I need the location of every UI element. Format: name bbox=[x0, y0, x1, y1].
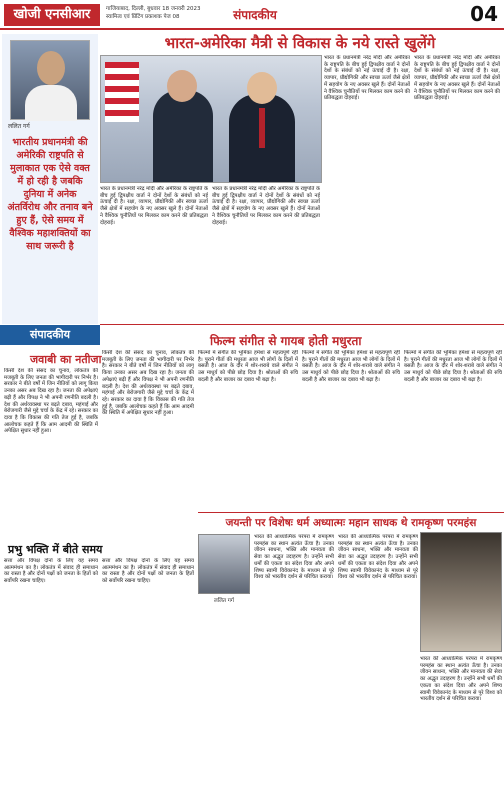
editorial-title: जवाबी का नतीजा bbox=[30, 353, 102, 366]
editorial-sub-body-col-1: सत्ता और विपक्ष दोनों के लिए यह समय आत्ममंथन का है। लोकतंत्र में संवाद ही समाधान का रास्ता है और दोनों पक्षों को जनता के हितों को सर्वोपरि रखना चाहिए। bbox=[4, 558, 98, 585]
editorial-body-col-2: किसी देश की संसद का चुनाव, लोकतंत्र की मजबूती के लिए जनता की भागीदारी पर निर्भर है। सरकार ने बीते वर्षों में जिन नीतियों को लागू किया उनका असर अब दिख रहा है। जनता की अपेक्षाएं बढ़ी हैं और विपक्ष ने भी अपनी रणनीति बदली है। देश की अर्थव्यवस्था पर बढ़ते दबाव, महंगाई और बेरोजगारी जैसे मुद्दे चर्चा के केंद्र में रहे। सरकार का दावा है कि विकास की गति तेज हुई है, जबकि आलोचक कहते हैं कि आम आदमी की स्थिति में अपेक्षित सुधार नहीं हुआ। bbox=[102, 350, 194, 417]
feature-body-col-3: भारत की आध्यात्मिक परंपरा में रामकृष्ण परमहंस का स्थान अत्यंत ऊँचा है। उनका जीवन साधना, भक्ति और मानवता की सेवा का अद्भुत उदाहरण है। उन्होंने सभी धर्मों की एकता का संदेश दिया और अपने शिष्य स्वामी विवेकानंद के माध्यम से पूरे विश्व को भारतीय दर्शन से परिचित कराया। bbox=[420, 656, 502, 703]
feature-title: जयन्ती पर विशेषः धर्म अध्यात्मः महान साधक थे रामकृष्ण परमहंस bbox=[225, 517, 477, 529]
divider bbox=[198, 512, 504, 513]
feature-author-name: ललित गर्ग bbox=[214, 598, 234, 604]
author-photo bbox=[10, 40, 90, 120]
date-line-2: स्वामित्व एवं प्रिंटिंग प्रकाशक पेज 08 bbox=[106, 14, 180, 20]
feature-body-col-1: भारत की आध्यात्मिक परंपरा में रामकृष्ण परमहंस का स्थान अत्यंत ऊँचा है। उनका जीवन साधना, भक्ति और मानवता की सेवा का अद्भुत उदाहरण है। उन्होंने सभी धर्मों की एकता का संदेश दिया और अपने शिष्य स्वामी विवेकानंद के माध्यम से पूरे विश्व को भारतीय दर्शन से परिचित कराया। bbox=[254, 534, 334, 581]
film-body-col-2: फिल्मों में संगीत की भूमिका हमेशा से महत्वपूर्ण रही है। पुराने गीतों की मधुरता आज भी लोगों के दिलों में बसती है। आज के दौर में शोर-शराबे वाले संगीत ने उस माधुर्य को पीछे छोड़ दिया है। श्रोताओं की रुचि बदली है और बाजार का दबाव भी बढ़ा है। bbox=[302, 350, 400, 383]
film-body-col-1: फिल्मों में संगीत की भूमिका हमेशा से महत्वपूर्ण रही है। पुराने गीतों की मधुरता आज भी लोगों के दिलों में बसती है। आज के दौर में शोर-शराबे वाले संगीत ने उस माधुर्य को पीछे छोड़ दिया है। श्रोताओं की रुचि बदली है और बाजार का दबाव भी बढ़ा है। bbox=[198, 350, 298, 383]
ramakrishna-photo bbox=[420, 532, 502, 652]
feature-body-col-2: भारत की आध्यात्मिक परंपरा में रामकृष्ण परमहंस का स्थान अत्यंत ऊँचा है। उनका जीवन साधना, भक्ति और मानवता की सेवा का अद्भुत उदाहरण है। उन्होंने सभी धर्मों की एकता का संदेश दिया और अपने शिष्य स्वामी विवेकानंद के माध्यम से पूरे विश्व को भारतीय दर्शन से परिचित कराया। bbox=[338, 534, 418, 581]
main-article-col-2: भारत के प्रधानमंत्री नरेंद्र मोदी और अमेरिका के राष्ट्रपति के बीच हुई द्विपक्षीय वार्ता ने दोनों देशों के संबंधों को नई ऊंचाई दी है। रक्षा, व्यापार, प्रौद्योगिकी और स्वच्छ ऊर्जा जैसे क्षेत्रों में सहयोग के नए अवसर खुले हैं। दोनों नेताओं ने वैश्विक चुनौतियों पर मिलकर काम करने की प्रतिबद्धता दोहराई। bbox=[212, 186, 320, 226]
masthead bbox=[0, 0, 504, 30]
page-number: 04 bbox=[470, 2, 498, 26]
main-article-col-4: भारत के प्रधानमंत्री नरेंद्र मोदी और अमेरिका के राष्ट्रपति के बीच हुई द्विपक्षीय वार्ता ने दोनों देशों के संबंधों को नई ऊंचाई दी है। रक्षा, व्यापार, प्रौद्योगिकी और स्वच्छ ऊर्जा जैसे क्षेत्रों में सहयोग के नए अवसर खुले हैं। दोनों नेताओं ने वैश्विक चुनौतियों पर मिलकर काम करने की प्रतिबद्धता दोहराई। bbox=[414, 55, 500, 102]
pull-quote: भारतीय प्रधानमंत्री की अमेरिकी राष्ट्रपति से मुलाकात एक ऐसे वक्त में हो रही है जबकि दुनिया में अनेक अंतर्विरोध और तनाव बने हुए हैं, ऐसे समय में वैश्विक महाशक्तियों का साथ जरूरी है bbox=[7, 137, 93, 252]
author-quote-box bbox=[2, 34, 98, 324]
date-line-1: गाजियाबाद, दिल्ली, बुधवार 18 जनवरी 2023 bbox=[106, 6, 201, 12]
editorial-subtitle: प्रभु भक्ति में बीते समय bbox=[8, 543, 103, 556]
feature-author-photo bbox=[198, 534, 250, 594]
editorial-sub-body-col-2: सत्ता और विपक्ष दोनों के लिए यह समय आत्ममंथन का है। लोकतंत्र में संवाद ही समाधान का रास्ता है और दोनों पक्षों को जनता के हितों को सर्वोपरि रखना चाहिए। bbox=[102, 558, 194, 585]
editorial-body-col-1: किसी देश की संसद का चुनाव, लोकतंत्र की मजबूती के लिए जनता की भागीदारी पर निर्भर है। सरकार ने बीते वर्षों में जिन नीतियों को लागू किया उनका असर अब दिख रहा है। जनता की अपेक्षाएं बढ़ी हैं और विपक्ष ने भी अपनी रणनीति बदली है। देश की अर्थव्यवस्था पर बढ़ते दबाव, महंगाई और बेरोजगारी जैसे मुद्दे चर्चा के केंद्र में रहे। सरकार का दावा है कि विकास की गति तेज हुई है, जबकि आलोचक कहते हैं कि आम आदमी की स्थिति में अपेक्षित सुधार नहीं हुआ। bbox=[4, 368, 98, 435]
film-body-col-3: फिल्मों में संगीत की भूमिका हमेशा से महत्वपूर्ण रही है। पुराने गीतों की मधुरता आज भी लोगों के दिलों में बसती है। आज के दौर में शोर-शराबे वाले संगीत ने उस माधुर्य को पीछे छोड़ दिया है। श्रोताओं की रुचि बदली है और बाजार का दबाव भी बढ़ा है। bbox=[404, 350, 502, 383]
editorial-banner: संपादकीय bbox=[0, 325, 100, 345]
divider bbox=[100, 324, 504, 325]
leaders-photo bbox=[100, 55, 322, 183]
author-caption: ललित गर्ग bbox=[8, 123, 30, 130]
main-headline: भारत-अमेरिका मैत्री से विकास के नये रास्ते खुलेंगे bbox=[164, 34, 436, 52]
brand-logo: खोजी एनसीआर bbox=[4, 4, 100, 26]
main-article-col-1: भारत के प्रधानमंत्री नरेंद्र मोदी और अमेरिका के राष्ट्रपति के बीच हुई द्विपक्षीय वार्ता ने दोनों देशों के संबंधों को नई ऊंचाई दी है। रक्षा, व्यापार, प्रौद्योगिकी और स्वच्छ ऊर्जा जैसे क्षेत्रों में सहयोग के नए अवसर खुले हैं। दोनों नेताओं ने वैश्विक चुनौतियों पर मिलकर काम करने की प्रतिबद्धता दोहराई। bbox=[100, 186, 208, 226]
film-title: फिल्म संगीत से गायब होती मधुरता bbox=[210, 334, 362, 348]
main-article-col-3: भारत के प्रधानमंत्री नरेंद्र मोदी और अमेरिका के राष्ट्रपति के बीच हुई द्विपक्षीय वार्ता ने दोनों देशों के संबंधों को नई ऊंचाई दी है। रक्षा, व्यापार, प्रौद्योगिकी और स्वच्छ ऊर्जा जैसे क्षेत्रों में सहयोग के नए अवसर खुले हैं। दोनों नेताओं ने वैश्विक चुनौतियों पर मिलकर काम करने की प्रतिबद्धता दोहराई। bbox=[324, 55, 410, 102]
section-title: संपादकीय bbox=[233, 8, 277, 22]
